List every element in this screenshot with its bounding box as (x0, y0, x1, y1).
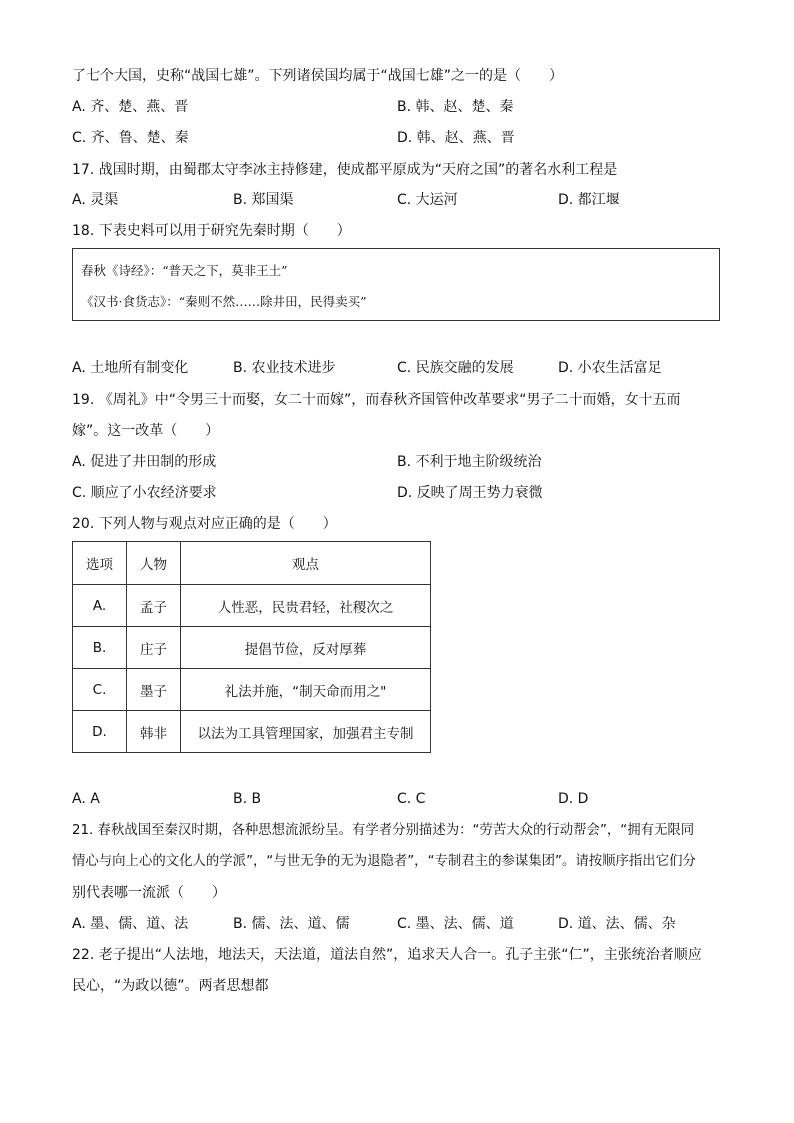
table-cell-person: 韩非 (127, 711, 181, 753)
q21-stem-line2: 情心与向上心的文化人的学派”，“与世无争的无为退隐者”，“专制君主的参谋集团”。请按顺序指出它们分 (72, 854, 696, 869)
table-cell-option: D. (73, 711, 127, 753)
table-row (73, 585, 431, 627)
table-cell-person: 庄子 (127, 627, 181, 669)
q19-option-a: A. 促进了井田制的形成 (72, 454, 217, 470)
q20-option-d: D. D (558, 791, 589, 807)
q19-stem-line2: 嫁”。这一改革（ ） (72, 423, 220, 439)
q17-option-b: B. 郑国渠 (233, 192, 294, 208)
table-cell-view: 以法为工具管理国家，加强君主专制 (181, 711, 431, 753)
q16-option-d: D. 韩、赵、燕、晋 (397, 130, 515, 146)
q20-option-a: A. A (72, 791, 100, 807)
table-row (73, 711, 431, 753)
q18-stem: 18. 下表史料可以用于研究先秦时期（ ） (72, 223, 351, 239)
q20-stem: 20. 下列人物与观点对应正确的是（ ） (72, 516, 337, 532)
q21-stem-line1: 21. 春秋战国至秦汉时期，各种思想流派纷呈。有学者分别描述为：“劳苦大众的行动帮会”，“拥有无限同 (72, 823, 695, 838)
q21-stem-line3: 别代表哪一流派（ ） (72, 885, 226, 901)
q16-option-a: A. 齐、楚、燕、晋 (72, 99, 189, 115)
table-cell-option: B. (73, 627, 127, 669)
q19-option-d: D. 反映了周王势力衰微 (397, 485, 543, 501)
q19-option-b: B. 不利于地主阶级统治 (397, 454, 542, 470)
q21-option-b: B. 儒、法、道、儒 (233, 916, 350, 932)
table-header-cell: 选项 (73, 542, 127, 585)
q21-option-c: C. 墨、法、儒、道 (397, 916, 514, 932)
table-cell-view: 人性恶，民贵君轻，社稷次之 (181, 585, 431, 627)
table-header-row (73, 542, 431, 585)
table-header-cell: 人物 (127, 542, 181, 585)
q18-option-a: A. 土地所有制变化 (72, 360, 189, 376)
q18-source-box (72, 248, 720, 321)
q16-option-b: B. 韩、赵、楚、秦 (397, 99, 514, 115)
q17-option-a: A. 灵渠 (72, 192, 119, 208)
table-cell-view: 提倡节俭，反对厚葬 (181, 627, 431, 669)
q17-stem: 17. 战国时期，由蜀郡太守李冰主持修建，使成都平原成为“天府之国”的著名水利工程是 (72, 162, 618, 178)
q16-option-c: C. 齐、鲁、楚、秦 (72, 130, 189, 146)
table-cell-option: C. (73, 669, 127, 711)
q18-option-c: C. 民族交融的发展 (397, 360, 514, 376)
q18-source-2: 《汉书·食货志》：“秦则不然……除井田，民得卖买” (81, 294, 367, 309)
q18-option-b: B. 农业技术进步 (233, 360, 336, 376)
q22-stem-line2: 民心，“为政以德”。两者思想都 (72, 978, 269, 994)
table-header-cell: 观点 (181, 542, 431, 585)
q20-option-b: B. B (233, 791, 262, 807)
q21-option-a: A. 墨、儒、道、法 (72, 916, 189, 932)
table-cell-person: 孟子 (127, 585, 181, 627)
q18-option-d: D. 小农生活富足 (558, 360, 662, 376)
table-cell-person: 墨子 (127, 669, 181, 711)
table-row (73, 669, 431, 711)
q16-stem: 了七个大国，史称“战国七雄”。下列诸侯国均属于“战国七雄”之一的是（ ） (72, 68, 564, 84)
q18-source-1: 春秋《诗经》：“普天之下，莫非王土” (81, 263, 288, 278)
q20-option-c: C. C (397, 791, 426, 807)
table-cell-option: A. (73, 585, 127, 627)
q19-stem-line1: 19. 《周礼》中“令男三十而娶，女二十而嫁”，而春秋齐国管仲改革要求“男子二十而婚，女十五而 (72, 392, 681, 408)
table-row (73, 627, 431, 669)
q17-option-d: D. 都江堰 (558, 192, 620, 208)
q19-option-c: C. 顺应了小农经济要求 (72, 485, 217, 501)
q21-option-d: D. 道、法、儒、杂 (558, 916, 676, 932)
q22-stem-line1: 22. 老子提出“人法地，地法天，天法道，道法自然”，追求天人合一。孔子主张“仁”，主张统治者顺应 (72, 947, 702, 963)
table-cell-view: 礼法并施，“制天命而用之" (181, 669, 431, 711)
q17-option-c: C. 大运河 (397, 192, 458, 208)
q20-viewpoint-table (72, 541, 431, 753)
